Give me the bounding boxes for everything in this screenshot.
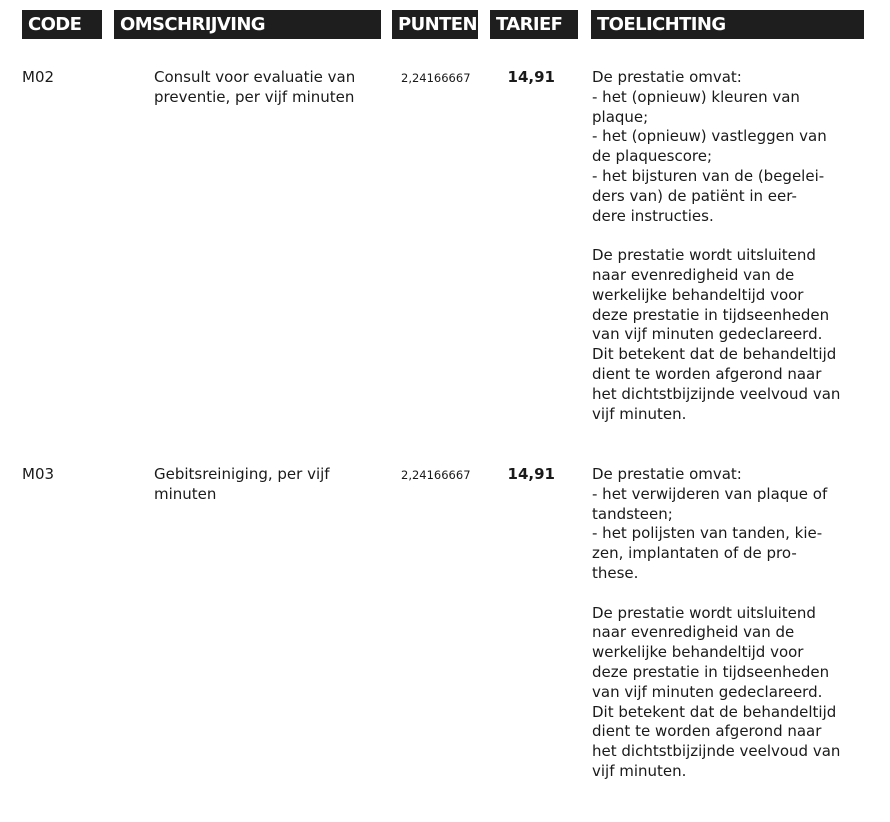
bullet-line: de plaquescore; xyxy=(592,147,713,166)
bullet-line: - het verwijderen van plaque of xyxy=(592,484,828,503)
paragraph-line: deze prestatie in tijdseenheden xyxy=(592,662,830,681)
column-header-omschrijving: OMSCHRIJVING xyxy=(114,10,381,39)
column-header-punten: PUNTEN xyxy=(392,10,478,39)
bullet-line: dere instructies. xyxy=(592,206,714,225)
code-cell: M02 xyxy=(22,68,55,86)
paragraph-line: van vijf minuten gedeclareerd. xyxy=(592,682,823,701)
column-header-code: CODE xyxy=(22,10,102,39)
bullet-line: zen, implantaten of de pro- xyxy=(592,544,797,563)
toelichting-intro: De prestatie omvat: xyxy=(592,68,742,86)
toelichting-cell xyxy=(592,465,864,782)
bullet-line: - het bijsturen van de (begelei- xyxy=(592,166,825,185)
punten-cell: 2,24166667 xyxy=(401,71,471,85)
paragraph-line: deze prestatie in tijdseenheden xyxy=(592,305,830,324)
paragraph-line: van vijf minuten gedeclareerd. xyxy=(592,325,823,344)
bullet-line: - het (opnieuw) vastleggen van xyxy=(592,127,827,146)
bullet-line: - het (opnieuw) kleuren van xyxy=(592,87,800,106)
toelichting-bullet xyxy=(592,167,864,226)
omschrijving-line: preventie, per vijf minuten xyxy=(154,87,355,106)
paragraph-line: vijf minuten. xyxy=(592,761,687,780)
toelichting-paragraph xyxy=(592,604,864,782)
paragraph-line: De prestatie wordt uitsluitend xyxy=(592,246,816,265)
bullet-line: ders van) de patiënt in eer- xyxy=(592,186,797,205)
bullet-line: tandsteen; xyxy=(592,504,673,523)
column-header-toelichting: TOELICHTING xyxy=(591,10,864,39)
toelichting-bullet xyxy=(592,524,864,583)
column-header-tarief: TARIEF xyxy=(490,10,578,39)
bullet-line: - het polijsten van tanden, kie- xyxy=(592,524,823,543)
paragraph-line: werkelijke behandeltijd voor xyxy=(592,643,804,662)
paragraph-line: werkelijke behandeltijd voor xyxy=(592,285,804,304)
omschrijving-line: Gebitsreiniging, per vijf xyxy=(154,465,330,483)
bullet-line: these. xyxy=(592,563,639,582)
paragraph-line: naar evenredigheid van de xyxy=(592,265,795,284)
toelichting-cell xyxy=(592,68,864,424)
tarief-cell: 14,91 xyxy=(507,68,555,86)
paragraph-line: vijf minuten. xyxy=(592,404,687,423)
paragraph-line: Dit betekent dat de behandeltijd xyxy=(592,702,837,721)
toelichting-bullet xyxy=(592,127,864,167)
toelichting-bullet xyxy=(592,88,864,128)
omschrijving-cell xyxy=(154,68,386,108)
paragraph-line: het dichtstbijzijnde veelvoud van xyxy=(592,742,841,761)
punten-cell: 2,24166667 xyxy=(401,468,471,482)
paragraph-line: De prestatie wordt uitsluitend xyxy=(592,603,816,622)
code-cell: M03 xyxy=(22,465,55,483)
paragraph-line: het dichtstbijzijnde veelvoud van xyxy=(592,384,841,403)
paragraph-line: dient te worden afgerond naar xyxy=(592,722,822,741)
paragraph-line: naar evenredigheid van de xyxy=(592,623,795,642)
toelichting-intro: De prestatie omvat: xyxy=(592,465,742,483)
tarief-cell: 14,91 xyxy=(507,465,555,483)
omschrijving-line: Consult voor evaluatie van xyxy=(154,68,356,86)
toelichting-bullet xyxy=(592,485,864,525)
omschrijving-cell xyxy=(154,465,386,505)
bullet-line: plaque; xyxy=(592,107,649,126)
omschrijving-line: minuten xyxy=(154,484,217,503)
toelichting-paragraph xyxy=(592,246,864,424)
paragraph-line: Dit betekent dat de behandeltijd xyxy=(592,345,837,364)
paragraph-line: dient te worden afgerond naar xyxy=(592,364,822,383)
